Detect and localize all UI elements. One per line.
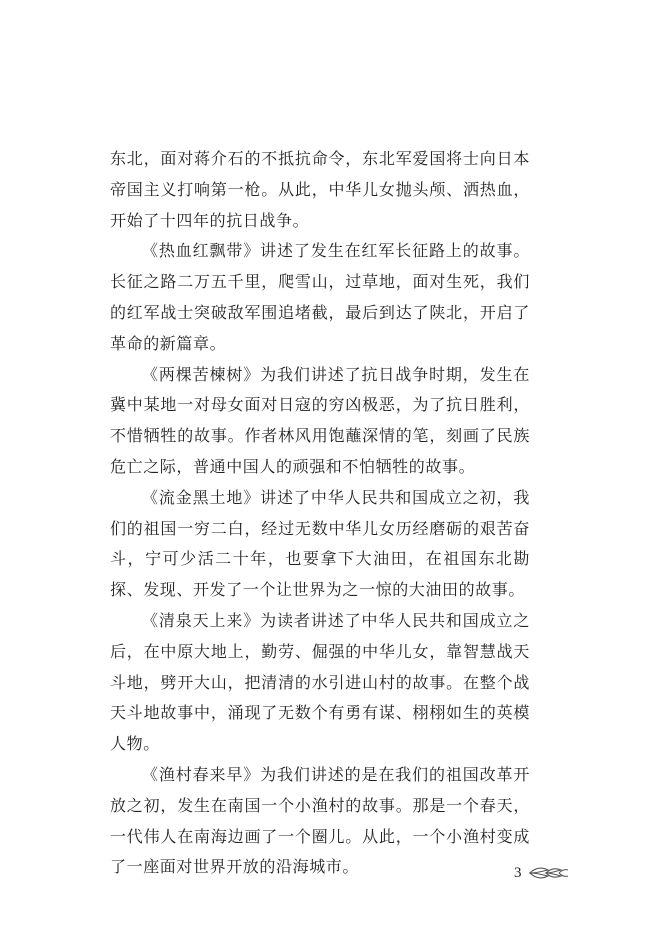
leaf-ornament-icon — [528, 865, 570, 881]
page-number: 3 — [514, 864, 522, 881]
paragraph-clear-spring-from-heaven: 《清泉天上来》为读者讲述了中华人民共和国成立之后，在中原大地上，勤劳、倔强的中华儿女，靠智慧战天斗地，劈开大山，把清清的水引进山村的故事。在整个战天斗地故事中，涌现了无数个有勇有谋、栩栩如生的英模人物。 — [110, 610, 530, 754]
paragraph-two-chinaberry-trees: 《两棵苦楝树》为我们讲述了抗日战争时期，发生在冀中某地一对母女面对日寇的穷凶极恶，为了抗日胜利，不惜牺牲的故事。作者林风用饱蘸深情的笔，刻画了民族危亡之际，普通中国人的顽强和不怕牺牲的故事。 — [110, 364, 530, 476]
paragraph-continuation: 东北，面对蒋介石的不抵抗命令，东北军爱国将士向日本帝国主义打响第一枪。从此，中华儿女抛头颅、洒热血，开始了十四年的抗日战争。 — [110, 149, 530, 230]
paragraph-early-spring-fishing-village: 《渔村春来早》为我们讲述的是在我们的祖国改革开放之初，发生在南国一个小渔村的故事。那是一个春天，一代伟人在南海边画了一个圈儿。从此，一个小渔村变成了一座面对世界开放的沿海城市。 — [110, 764, 530, 877]
paragraph-flowing-gold-black-soil: 《流金黑土地》讲述了中华人民共和国成立之初，我们的祖国一穷二白，经过无数中华儿女历经磨砺的艰苦奋斗，宁可少活二十年，也要拿下大油田，在祖国东北勘探、发现、开发了一个让世界为之一惊的大油田的故事。 — [110, 487, 530, 600]
page-footer — [514, 862, 570, 884]
paragraph-hot-blood-red-ribbon: 《热血红飘带》讲述了发生在红军长征路上的故事。长征之路二万五千里，爬雪山，过草地，面对生死，我们的红军战士突破敌军围追堵截，最后到达了陕北，开启了革命的新篇章。 — [110, 241, 530, 353]
page-body — [110, 144, 530, 883]
